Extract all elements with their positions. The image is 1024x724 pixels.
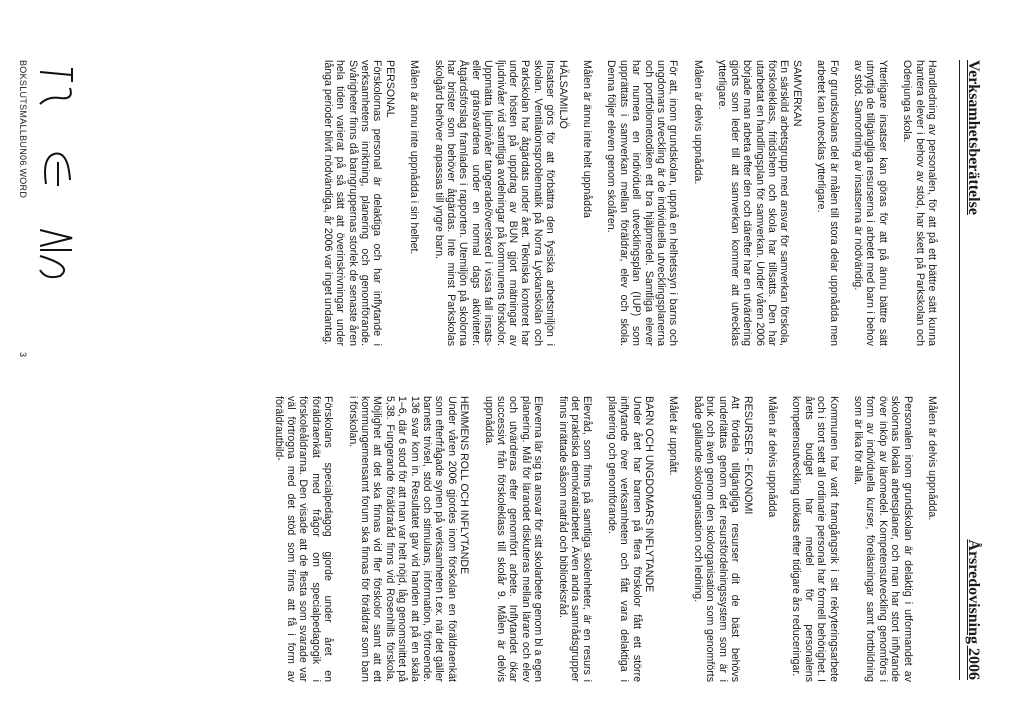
paragraph: Målet är uppnått. bbox=[667, 396, 680, 476]
header-title-right: Årsredovisning 2006 bbox=[965, 539, 982, 680]
paragraph: Förskolornas personal är delaktiga och har inflytande i verksamhetens inriktning, planering och genomförande. Svårigheter finns då barngruppernas storlek de senaste åren hela tiden varierat på så sätt att överinskrivningar under långa perioder blivit nödvändiga, år 2006 var inget undantag. bbox=[321, 60, 384, 346]
paragraph: Målen är ännu inte uppnådda i sin helhet. bbox=[408, 60, 421, 255]
paragraph: Handledning av personalen, för att på ett bättre sätt kunna hantera elever i behov av stöd, har skett på Parkskolan och Odenjunga skola. bbox=[901, 60, 938, 346]
page-number: 3 bbox=[18, 352, 28, 358]
section-heading: BARN OCH UNGDOMARS INFLYTANDE bbox=[643, 396, 656, 593]
paragraph: För att, inom grundskolan, uppnå en helhetssyn i barns och ungdomars utveckling är de individuella utvecklingsplanerna och portfoliometodiken ett bra hjälpmedel. Samtliga elever har numera en individuell utvecklingsplan (IUP) som upprättats i samverkan mellan föräldrar, elev och skola. Denna följer eleven genom skolåren. bbox=[605, 60, 680, 346]
paragraph: Målen är delvis uppnådda bbox=[765, 396, 778, 518]
paragraph: Insatser görs för att förbättra den fysiska arbetsmiljön i skolan. Ventilationsproblematik på Norra Lyckanskolan och Parkskolan har åtgärdats under året. Tekniska kontoret har under hösten på uppdrag av BUN gjort mätningar av ljudnivåer vid samtliga avdelningar på kommunens förskolor. Uppmätta ljudnivåer tangerade/överskred i vissa fall insats- eller gränsvärdena under en normal dags aktiviteter. Åtgärdsförslag framlades i rapporten. Utemiljön på skolorna har brister som behöver åtgärdas. Inte minst Parkskolas skolgård behöver anpassas till yngre barn. bbox=[432, 60, 557, 346]
right-column bbox=[260, 396, 938, 682]
paragraph: Att fördela tillgängliga resurser dit de bäst behövs underlättas genom det resursfördelningssystem som är i bruk och även genom den skolorganisation som genomförts både gällande skolorganisation och ledning. bbox=[691, 396, 742, 682]
section-heading: SAMVERKAN bbox=[790, 60, 803, 127]
handwritten-initials-2 bbox=[30, 140, 80, 200]
paragraph: Målen är delvis uppnådda. bbox=[691, 60, 704, 185]
section-heading: HEMMENS ROLL OCH INFLYTANDE bbox=[458, 396, 471, 575]
paragraph: Under våren 2006 gjordes inom förskolan en föräldraenkät som efterfrågade synen på verksamheten t.ex. när det gäller barnets trivsel, stöd och stimulans, information, förtroende. 136 svar kom in. Resultatet gav vid handen att på en skala 1–6, där 6 stod för att man var helt nöjd, låg genomsnittet på 5,38. Fungerande föräldraråd finns vid Rosenhills förskola. Möjlighet att det ska finnas vid fler förskolor samt att ett kommungemensamt forum ska finnas för föräldrar som barn i förskolan. bbox=[346, 396, 458, 682]
left-column bbox=[309, 60, 938, 346]
section-heading: HÄLSA/MILJÖ bbox=[556, 60, 569, 129]
paragraph: Målen är ännu inte helt uppnådda bbox=[581, 60, 594, 218]
footer-filename: BOKSLUTSMALLBUN06.WORD bbox=[18, 60, 28, 199]
paragraph: Eleverna lär sig ta ansvar för sitt skolarbete genom bl a egen planering. Mål för lärandet diskuteras mellan lärare och elev och utvärderas efter genomfört arbete. Inflytandet ökar successivt från förskoleklass till skolår 9. Målen är delvis uppnådda. bbox=[482, 396, 545, 682]
paragraph: Kommunen har varit framgångsrik i sitt rekryteringsarbete och i stort sett all ordinarie personal har formell behörighet. I årets budget har medel för personalens kompetensutveckling utökats efter tidigare års reduceringar. bbox=[790, 396, 840, 682]
handwritten-initials-1 bbox=[30, 60, 80, 120]
paragraph: Under året har barnen på flera förskolor fått ett större inflytande över verksamheten och fått vara delaktiga i planering och genomförande. bbox=[605, 396, 643, 682]
paragraph: Ytterligare insatser kan göras för att på ännu bättre sätt utnyttja de tillgängliga resurserna i arbetet med barn i behov av stöd. Samordning av insatserna är nödvändig. bbox=[851, 60, 889, 346]
paragraph: En särskild arbetsgrupp med ansvar för samverkan förskola, förskoleklass, fritidshem och skola har tillsatts. Den har utarbetat en handlingsplan för samverkan. Under våren 2006 började man arbeta efter den och därefter har en utvärdering gjorts som leder till att samverkan kommer att utvecklas ytterligare. bbox=[716, 60, 791, 346]
paragraph: Förskolans specialpedagog gjorde under året en föräldraenkät med frågor om specialpedagogik i förskoleåldrarna. Den visade att de flesta som svarade var väl förtrogna med det stöd som finns att få i form av föräldrautbild- bbox=[272, 396, 335, 682]
paragraph: Personalen inom grundskolan är delaktig i utformandet av skolornas lokala arbetsplaner, och man har stort inflytande över inköp av läromedel. Kompetensutveckling genomförs i form av individuella kurser, föreläsningar samt fortbildning som är lika för alla. bbox=[851, 396, 914, 682]
paragraph: För grundskolans del är målen till stora delar uppnådda men arbetet kan utvecklas ytterligare. bbox=[815, 60, 840, 346]
section-heading: PERSONAL bbox=[383, 60, 396, 118]
handwritten-initials-3 bbox=[30, 220, 80, 290]
header-title-left: Verksamhetsberättelse bbox=[965, 60, 982, 215]
page-header bbox=[959, 60, 984, 680]
paragraph: Målen är delvis uppnådda. bbox=[926, 396, 938, 521]
section-heading: RESURSER - EKONOMI bbox=[741, 396, 754, 515]
paragraph: Elevråd, som finns på samtliga skolenheter, är en resurs i det praktiska demokratiarbetet. Även andra samrådsgrupper finns inrättade såsom matråd och biblioteksråd. bbox=[556, 396, 594, 682]
